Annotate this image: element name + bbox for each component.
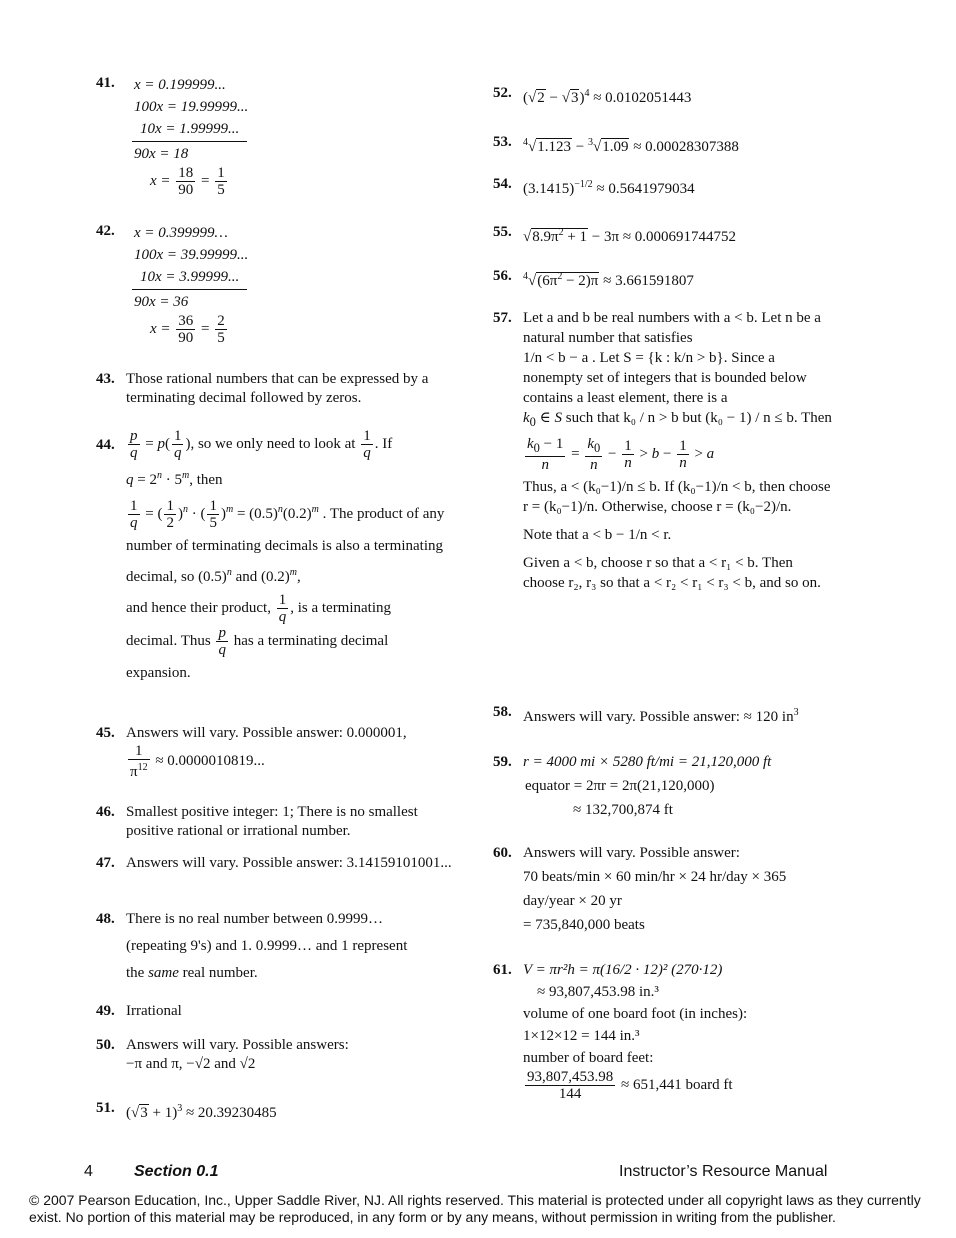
- section-label: Section 0.1: [134, 1163, 219, 1180]
- eq-result: x = $\frac{36}{90}$ = $\frac{2}{5}$: [150, 313, 225, 346]
- problem-59: 59. r = 4000 mi × 5280 ft/mi = 21,120,000 ft equator = 2πr = 2π(21,120,000) ≈ 132,700,874 ft: [493, 750, 833, 822]
- problem-number: 58.: [493, 704, 512, 720]
- problem-number: 42.: [96, 223, 115, 239]
- problem-number: 45.: [96, 725, 115, 741]
- problem-47: 47. Answers will vary. Possible answer: 3.14159101001...: [96, 855, 452, 871]
- eq-line: x = 0.399999…: [134, 225, 228, 241]
- problem-45: 45. Answers will vary. Possible answer: 0.000001, $\frac{1}{\pi^{12}}$ ≈ 0.0000010819...: [96, 725, 407, 780]
- eq-line: 100x = 39.99999...: [134, 247, 249, 263]
- problem-56: 56. $^4√(6\pi^2 - 2)\pi \approx 3.661591807$: [493, 268, 694, 289]
- problem-58: 58. Answers will vary. Possible answer: ≈ 120 $in^3$: [493, 704, 799, 725]
- problem-54: 54. $(3.1415)^{-1/2} \approx 0.5641979034$: [493, 176, 695, 197]
- problem-number: 55.: [493, 224, 512, 240]
- problem-number: 50.: [96, 1037, 115, 1053]
- problem-41: [96, 74, 456, 198]
- problem-52: 52. $(√2 - √3)^4 \approx 0.0102051443$: [493, 85, 692, 106]
- eq-line: 90x = 36: [134, 294, 189, 310]
- problem-number: 46.: [96, 804, 115, 820]
- subtract-rule: [132, 289, 247, 290]
- problem-number: 53.: [493, 134, 512, 150]
- problem-55: 55. $√8.9\pi^2 + 1 - 3\pi \approx 0.000691744752$: [493, 224, 737, 245]
- problem-number: 57.: [493, 310, 512, 326]
- problem-57: 57. Let a and b be real numbers with a < b. Let n be a natural number that satisfies 1/n < b − a . Let S = {k : k/n > b}. Since a nonempty set of integers that is bounded below contains a least element, there is a $k_0$ ∈ S such that k₀ / n > b but (k₀ − 1) / n ≤ b. Then $\frac{k_0 - 1}{n}$ = $\frac{k_0}{n}$ − $\frac{1}{n}$ > b − $\frac{1}{n}$ > a Thus, a < (k₀−1)/n ≤ b. If (k₀−1)/n < b, then choose r = (k₀−1)/n. Otherwise, choose r = (k₀−2)/n. Note that a < b − 1/n < r. Given a < b, choose r so that a < r₁ < b. Then choose r₂, r₃ so that a < r₂ < r₁ < r₃ < b, and so on.: [493, 310, 832, 591]
- problem-46: 46. Smallest positive integer: 1; There is no smallest positive rational or irrational number.: [96, 804, 418, 839]
- problem-49: 49. Irrational: [96, 1003, 182, 1019]
- problem-number: 51.: [96, 1100, 115, 1116]
- problem-50: 50. Answers will vary. Possible answers: −π and π, −√2 and √2: [96, 1037, 349, 1072]
- problem-44: 44. $\frac{p}{q}$ = p( $\frac{1}{q}$ ), so we only need to look at $\frac{1}{q}$ . If $q = 2^n \cdot 5^m$, then $\frac{1}{q}$ = ( $\frac{1}{2}$ )$^n$ · ( $\frac{1}{5}$ )$^m = (0.5)^n(0.2)^m$ . The product of any number of terminating decimals is also a terminating decimal, so $(0.5)^n$ and $(0.2)^m$, and hence their product, $\frac{1}{q}$ , is a terminating decimal. Thus $\frac{p}{q}$ has a terminating decimal expansion.: [96, 428, 445, 682]
- problem-61: 61. V = πr²h = π(16/2 · 12)² (270·12) ≈ 93,807,453.98 in.³ volume of one board foot (in inches): 1×12×12 = 144 in.³ number of board feet: $\frac{93,807,453.98}{144}$ ≈ 651,441 board ft: [493, 959, 833, 1102]
- problem-number: 43.: [96, 371, 115, 387]
- problem-number: 52.: [493, 85, 512, 101]
- problem-number: 61.: [493, 962, 512, 978]
- problem-number: 59.: [493, 754, 512, 770]
- eq-line: 10x = 3.99999...: [140, 269, 240, 285]
- answer-text: Those rational numbers that can be expressed by a terminating decimal followed by zeros.: [126, 371, 429, 406]
- problem-60: 60. Answers will vary. Possible answer: 70 beats/min × 60 min/hr × 24 hr/day × 365 day/year × 20 yr = 735,840,000 beats: [493, 841, 833, 937]
- eq-result: x = $\frac{18}{90}$ = $\frac{1}{5}$: [150, 165, 225, 198]
- problem-51: 51. $(√3 + 1)^3 \approx 20.39230485$: [96, 1100, 277, 1121]
- problem-number: 41.: [96, 75, 115, 91]
- problem-number: 54.: [493, 176, 512, 192]
- problem-number: 49.: [96, 1003, 115, 1019]
- subtract-rule: [132, 141, 247, 142]
- problem-number: 60.: [493, 845, 512, 861]
- manual-title: Instructor’s Resource Manual: [619, 1163, 828, 1180]
- problem-43: [96, 370, 456, 408]
- eq-line: x = 0.199999...: [134, 77, 226, 93]
- copyright-notice: © 2007 Pearson Education, Inc., Upper Saddle River, NJ. All rights reserved. This material is protected under all copyright laws as they currently exist. No portion of this material may be reproduced, in any form or by any means, without permission in writing from the publisher.: [29, 1192, 921, 1225]
- page-number: 4: [84, 1163, 93, 1180]
- eq-line: 10x = 1.99999...: [140, 121, 240, 137]
- problem-number: 48.: [96, 911, 115, 927]
- eq-line: 100x = 19.99999...: [134, 99, 249, 115]
- problem-48: 48. There is no real number between 0.9999… (repeating 9's) and 1. 0.9999… and 1 represent the same real number.: [96, 906, 456, 987]
- problem-53: 53. $^4$√1.123 − $^3$√1.09 ≈ 0.00028307388: [493, 134, 739, 155]
- problem-number: 47.: [96, 855, 115, 871]
- problem-number: 44.: [96, 437, 115, 453]
- eq-line: 90x = 18: [134, 146, 189, 162]
- problem-number: 56.: [493, 268, 512, 284]
- problem-42: [96, 222, 456, 346]
